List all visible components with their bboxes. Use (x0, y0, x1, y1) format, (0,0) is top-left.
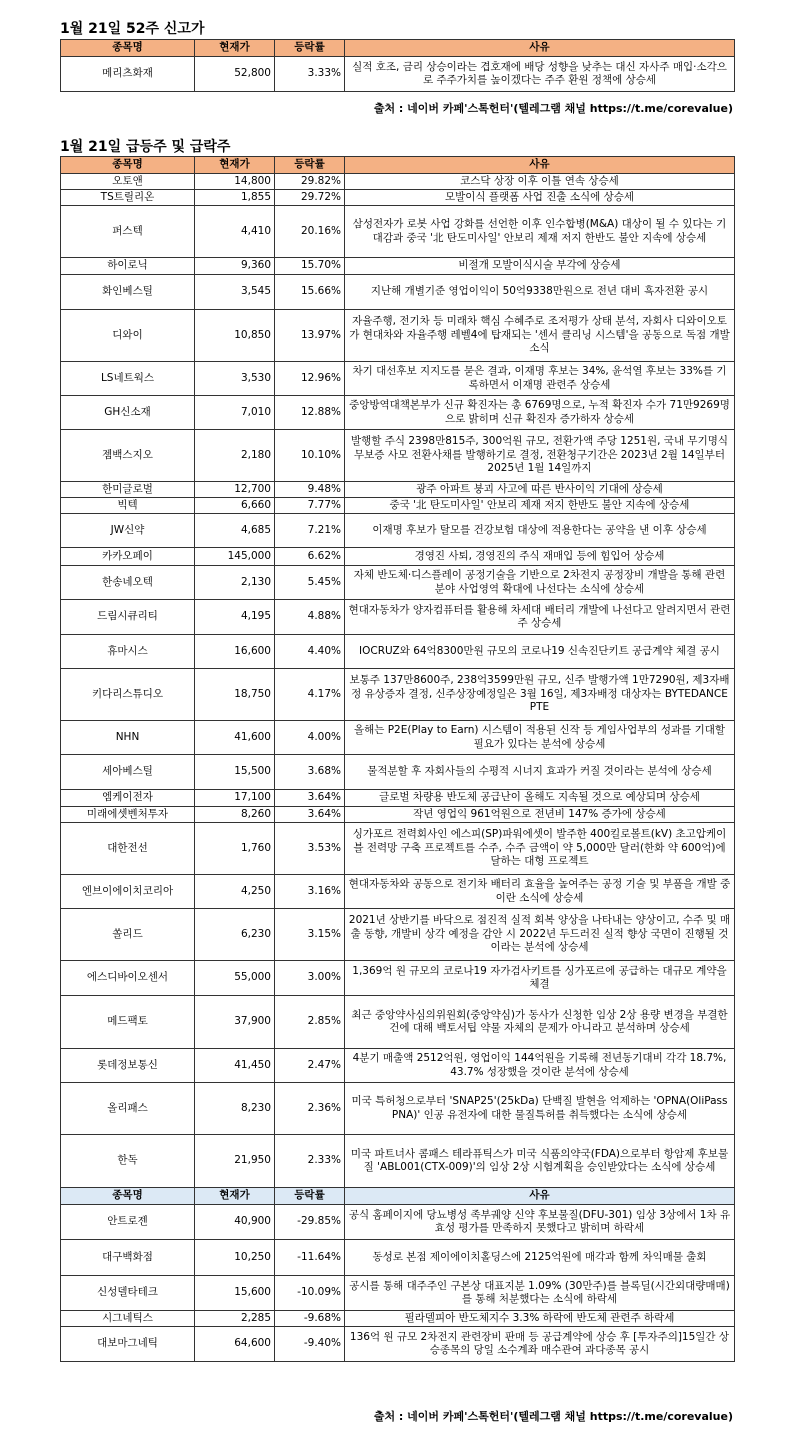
stock-price: 1,760 (195, 823, 275, 875)
header-price: 현재가 (195, 1188, 275, 1205)
stock-reason: 4분기 매출액 2512억원, 영업이익 144억원을 기록해 전년동기대비 각각 18.7%, 43.7% 성장했을 것이란 분석에 상승세 (345, 1049, 735, 1083)
stock-name: GH신소재 (61, 396, 195, 430)
table-row (61, 174, 735, 190)
stock-reason: 올해는 P2E(Play to Earn) 시스템이 적용된 신작 등 게임사업부의 성과를 기대할 필요가 있다는 분석에 상승세 (345, 721, 735, 755)
stock-reason: 미국 특허청으로부터 'SNAP25'(25kDa) 단백질 발현을 억제하는 'OPNA(OliPass PNA)' 인공 유전자에 대한 물질특허를 취득했다는 소식에 상승세 (345, 1083, 735, 1135)
stock-price: 10,250 (195, 1240, 275, 1276)
stock-price: 8,230 (195, 1083, 275, 1135)
table-row (61, 1240, 735, 1276)
stock-reason: 지난해 개별기준 영업이익이 50억9338만원으로 전년 대비 흑자전환 공시 (345, 275, 735, 310)
stock-rate: 3.64% (275, 807, 345, 823)
stock-name: 카카오페이 (61, 548, 195, 566)
table-row (61, 275, 735, 310)
stock-name: 빅텍 (61, 498, 195, 514)
stock-name: 퍼스텍 (61, 206, 195, 258)
stock-reason: 비절개 모발이식시술 부각에 상승세 (345, 258, 735, 275)
stock-rate: 4.40% (275, 635, 345, 669)
table-row (61, 514, 735, 548)
stock-name: 롯데정보통신 (61, 1049, 195, 1083)
table-row (61, 721, 735, 755)
table-row (61, 875, 735, 909)
stock-name: 안트로젠 (61, 1205, 195, 1240)
stock-price: 37,900 (195, 996, 275, 1049)
stock-name: 휴마시스 (61, 635, 195, 669)
stock-reason: 글로벌 차량용 반도체 공급난이 올해도 지속될 것으로 예상되며 상승세 (345, 790, 735, 807)
stock-reason: 현대자동차가 양자컴퓨터를 활용해 차세대 배터리 개발에 나선다고 알려지면서 관련주 상승세 (345, 600, 735, 635)
stock-rate: 7.77% (275, 498, 345, 514)
table-row (61, 498, 735, 514)
stock-price: 4,250 (195, 875, 275, 909)
stock-reason: 이재명 후보가 탈모를 건강보험 대상에 적용한다는 공약을 낸 이후 상승세 (345, 514, 735, 548)
stock-rate: 3.53% (275, 823, 345, 875)
table-row (61, 190, 735, 206)
stock-reason: 136억 원 규모 2차전지 관련장비 판매 등 공급계약에 상승 후 [투자주의]15일간 상승종목의 당일 소수계좌 매수관여 과다종목 공시 (345, 1327, 735, 1362)
table-row (61, 600, 735, 635)
stock-name: LS네트웍스 (61, 362, 195, 396)
stock-reason: 싱가포르 전력회사인 에스피(SP)파워에셋이 발주한 400킬로볼트(kV) 초고압케이블 전력망 구축 프로젝트를 수주, 수주 금액이 약 5,000만 달러(한화 약 600억)에 달하는 대형 프로젝트 (345, 823, 735, 875)
stock-rate: 15.70% (275, 258, 345, 275)
stock-name: 한독 (61, 1135, 195, 1188)
stock-reason: 보통주 137만8600주, 238억3599만원 규모, 신주 발행가액 1만7290원, 제3자배정 유상증자 결정, 신주상장예정일은 3월 16일, 제3자배정 대상자는 BYTEDANCE PTE (345, 669, 735, 721)
stock-rate: -9.40% (275, 1327, 345, 1362)
table-row (61, 57, 735, 92)
header-name: 종목명 (61, 1188, 195, 1205)
stock-name: 디와이 (61, 310, 195, 362)
header-reason: 사유 (345, 40, 735, 57)
stock-name: 메드팩토 (61, 996, 195, 1049)
stock-reason: 최근 중앙약사심의위원회(중앙약심)가 동사가 신청한 임상 2상 용량 변경을 부결한 건에 대해 백토서팁 약물 자체의 문제가 아니라고 분석하며 상승세 (345, 996, 735, 1049)
table-row (61, 961, 735, 996)
stock-rate: 7.21% (275, 514, 345, 548)
stock-price: 6,660 (195, 498, 275, 514)
movers-table (60, 156, 735, 1362)
table-row (61, 807, 735, 823)
stock-reason: 1,369억 원 규모의 코로나19 자가검사키트를 싱가포르에 공급하는 대규모 계약을 체결 (345, 961, 735, 996)
header-reason: 사유 (345, 1188, 735, 1205)
stock-name: 메리츠화재 (61, 57, 195, 92)
stock-price: 15,600 (195, 1276, 275, 1311)
stock-rate: 3.16% (275, 875, 345, 909)
stock-rate: 2.33% (275, 1135, 345, 1188)
stock-price: 17,100 (195, 790, 275, 807)
stock-name: 세아베스틸 (61, 755, 195, 790)
stock-name: 에스디바이오센서 (61, 961, 195, 996)
stock-rate: 3.00% (275, 961, 345, 996)
stock-rate: 2.36% (275, 1083, 345, 1135)
stock-reason: 자율주행, 전기차 등 미래차 핵심 수혜주로 조저평가 상태 분석, 자회사 디와이오토가 현대차와 자율주행 레벨4에 탑재되는 '센서 클리닝 시스템'을 공동으로 독점 개발 소식 (345, 310, 735, 362)
stock-rate: 13.97% (275, 310, 345, 362)
stock-rate: 12.96% (275, 362, 345, 396)
table-row (61, 669, 735, 721)
stock-reason: 현대자동차와 공동으로 전기차 배터리 효율을 높여주는 공정 기술 및 부품을 개발 중이란 소식에 상승세 (345, 875, 735, 909)
source-note: 출처 : 네이버 카페'스톡헌터'(텔레그램 채널 https://t.me/corevalue) (373, 102, 733, 115)
header-rate: 등락률 (275, 1188, 345, 1205)
stock-name: 미래에셋벤처투자 (61, 807, 195, 823)
stock-name: 쏠리드 (61, 909, 195, 961)
stock-rate: -9.68% (275, 1311, 345, 1327)
table-row (61, 1311, 735, 1327)
header-rate: 등락률 (275, 40, 345, 57)
stock-name: 엠케이전자 (61, 790, 195, 807)
table-row (61, 310, 735, 362)
stock-rate: 20.16% (275, 206, 345, 258)
stock-rate: 10.10% (275, 430, 345, 482)
stock-reason: 작년 영업익 961억원으로 전년비 147% 증가에 상승세 (345, 807, 735, 823)
stock-reason: IOCRUZ와 64억8300만원 규모의 코로나19 신속진단키트 공급계약 체결 공시 (345, 635, 735, 669)
stock-name: 엔브이에이치코리아 (61, 875, 195, 909)
stock-name: 신성델타테크 (61, 1276, 195, 1311)
stock-price: 64,600 (195, 1327, 275, 1362)
stock-reason: 2021년 상반기를 바닥으로 점진적 실적 회복 양상을 나타내는 양상이고, 수주 및 매출 동향, 개발비 상각 예정을 감안 시 2022년 두드러진 실적 향상 국면이 진행될 것이라는 분석에 상승세 (345, 909, 735, 961)
stock-price: 6,230 (195, 909, 275, 961)
stock-name: 대한전선 (61, 823, 195, 875)
table-row (61, 755, 735, 790)
stock-rate: 15.66% (275, 275, 345, 310)
stock-rate: 3.15% (275, 909, 345, 961)
stock-reason: 동성로 본점 제이에이치홀딩스에 2125억원에 매각과 함께 차익매물 출회 (345, 1240, 735, 1276)
table-row (61, 1327, 735, 1362)
stock-price: 55,000 (195, 961, 275, 996)
stock-name: 시그네틱스 (61, 1311, 195, 1327)
stock-name: JW신약 (61, 514, 195, 548)
stock-name: 한송네오텍 (61, 566, 195, 600)
table-row (61, 823, 735, 875)
table-row (61, 1049, 735, 1083)
stock-price: 2,130 (195, 566, 275, 600)
stock-name: NHN (61, 721, 195, 755)
stock-reason: 물적분할 후 자회사들의 수평적 시너지 효과가 커질 것이라는 분석에 상승세 (345, 755, 735, 790)
new-high-table (60, 39, 735, 92)
stock-price: 41,600 (195, 721, 275, 755)
stock-price: 2,285 (195, 1311, 275, 1327)
stock-reason: 광주 아파트 붕괴 사고에 따른 반사이익 기대에 상승세 (345, 482, 735, 498)
stock-rate: 6.62% (275, 548, 345, 566)
table-row (61, 206, 735, 258)
stock-rate: 4.88% (275, 600, 345, 635)
stock-price: 18,750 (195, 669, 275, 721)
header-reason: 사유 (345, 157, 735, 174)
stock-rate: 3.33% (275, 57, 345, 92)
table-row (61, 996, 735, 1049)
table-row (61, 548, 735, 566)
stock-name: 한미글로벌 (61, 482, 195, 498)
fall-header (61, 1188, 735, 1205)
stock-price: 3,530 (195, 362, 275, 396)
movers-title: 1월 21일 급등주 및 급락주 (60, 139, 231, 155)
rise-rows (61, 174, 735, 1188)
stock-reason: 차기 대선후보 지지도를 묻은 결과, 이재명 후보는 34%, 윤석열 후보는 33%를 기록하면서 이재명 관련주 상승세 (345, 362, 735, 396)
stock-reason: 발행할 주식 2398만815주, 300억원 규모, 전환가액 주당 1251원, 국내 무기명식 무보증 사모 전환사채를 발행하기로 결정, 전환청구기간은 2023년 2월 14일부터 2025년 1월 14일까지 (345, 430, 735, 482)
table-row (61, 362, 735, 396)
stock-reason: 코스닥 상장 이후 이틀 연속 상승세 (345, 174, 735, 190)
new-high-title: 1월 21일 52주 신고가 (60, 21, 205, 37)
stock-price: 4,410 (195, 206, 275, 258)
stock-reason: 필라델피아 반도체지수 3.3% 하락에 반도체 관련주 하락세 (345, 1311, 735, 1327)
stock-price: 10,850 (195, 310, 275, 362)
stock-price: 7,010 (195, 396, 275, 430)
stock-rate: 29.82% (275, 174, 345, 190)
stock-name: 화인베스틸 (61, 275, 195, 310)
stock-name: 키다리스튜디오 (61, 669, 195, 721)
stock-price: 8,260 (195, 807, 275, 823)
stock-price: 4,195 (195, 600, 275, 635)
stock-price: 14,800 (195, 174, 275, 190)
stock-price: 12,700 (195, 482, 275, 498)
stock-price: 40,900 (195, 1205, 275, 1240)
stock-name: 오토앤 (61, 174, 195, 190)
stock-reason: 공식 홈페이지에 당뇨병성 족부궤양 신약 후보물질(DFU-301) 임상 3상에서 1차 유효성 평가를 만족하지 못했다고 밝히며 하락세 (345, 1205, 735, 1240)
stock-reason: 자체 반도체·디스플레이 공정기술을 기반으로 2차전지 공정장비 개발을 통해 관련 분야 사업영역 확대에 나선다는 소식에 상승세 (345, 566, 735, 600)
table-row (61, 396, 735, 430)
table-row (61, 566, 735, 600)
stock-rate: 4.17% (275, 669, 345, 721)
stock-reason: 삼성전자가 로봇 사업 강화를 선언한 이후 인수합병(M&A) 대상이 될 수 있다는 기대감과 중국 '北 탄도미사일' 안보리 제재 저지 한반도 불안 지속에 상승세 (345, 206, 735, 258)
header-price: 현재가 (195, 40, 275, 57)
stock-name: TS트릴리온 (61, 190, 195, 206)
stock-name: 올리패스 (61, 1083, 195, 1135)
stock-rate: 3.64% (275, 790, 345, 807)
stock-reason: 중국 '北 탄도미사일' 안보리 제재 저지 한반도 불안 지속에 상승세 (345, 498, 735, 514)
stock-reason: 실적 호조, 금리 상승이라는 겹호재에 배당 성향을 낮추는 대신 자사주 매입·소각으로 주주가치를 높이겠다는 주주 환원 정책에 상승세 (345, 57, 735, 92)
stock-name: 하이로닉 (61, 258, 195, 275)
stock-price: 9,360 (195, 258, 275, 275)
stock-price: 16,600 (195, 635, 275, 669)
stock-price: 1,855 (195, 190, 275, 206)
stock-rate: 2.47% (275, 1049, 345, 1083)
table-row (61, 1205, 735, 1240)
table-row (61, 790, 735, 807)
stock-rate: 3.68% (275, 755, 345, 790)
table-row (61, 482, 735, 498)
table-row (61, 635, 735, 669)
stock-name: 젬백스지오 (61, 430, 195, 482)
stock-price: 145,000 (195, 548, 275, 566)
stock-price: 2,180 (195, 430, 275, 482)
table-row (61, 1135, 735, 1188)
stock-reason: 중앙방역대책본부가 신규 확진자는 총 6769명으로, 누적 확진자 수가 71만9269명으로 밝히며 신규 확진자 증가하자 상승세 (345, 396, 735, 430)
stock-price: 41,450 (195, 1049, 275, 1083)
stock-rate: -10.09% (275, 1276, 345, 1311)
table-row (61, 909, 735, 961)
table-row (61, 1276, 735, 1311)
stock-name: 대보마그네틱 (61, 1327, 195, 1362)
stock-rate: 5.45% (275, 566, 345, 600)
header-rate: 등락률 (275, 157, 345, 174)
stock-rate: 12.88% (275, 396, 345, 430)
table-row (61, 430, 735, 482)
stock-reason: 공시를 통해 대주주인 구본상 대표지분 1.09% (30만주)를 블록딜(시간외대량매매)를 통해 처분했다는 소식에 하락세 (345, 1276, 735, 1311)
stock-rate: 9.48% (275, 482, 345, 498)
stock-name: 드림시큐리티 (61, 600, 195, 635)
stock-reason: 미국 파트너사 콤패스 테라퓨틱스가 미국 식품의약국(FDA)으로부터 항암제 후보물질 'ABL001(CTX-009)'의 임상 2상 시험계획을 승인받았다는 소식에 상승세 (345, 1135, 735, 1188)
header-name: 종목명 (61, 40, 195, 57)
stock-reason: 경영진 사퇴, 경영진의 주식 재매입 등에 힘입어 상승세 (345, 548, 735, 566)
stock-name: 대구백화점 (61, 1240, 195, 1276)
header-price: 현재가 (195, 157, 275, 174)
stock-price: 21,950 (195, 1135, 275, 1188)
stock-reason: 모발이식 플랫폼 사업 진출 소식에 상승세 (345, 190, 735, 206)
stock-rate: -29.85% (275, 1205, 345, 1240)
stock-rate: 2.85% (275, 996, 345, 1049)
stock-rate: -11.64% (275, 1240, 345, 1276)
stock-price: 4,685 (195, 514, 275, 548)
table-row (61, 1083, 735, 1135)
source-note: 출처 : 네이버 카페'스톡헌터'(텔레그램 채널 https://t.me/corevalue) (373, 1410, 733, 1423)
table-row (61, 258, 735, 275)
stock-price: 52,800 (195, 57, 275, 92)
header-name: 종목명 (61, 157, 195, 174)
stock-price: 15,500 (195, 755, 275, 790)
stock-price: 3,545 (195, 275, 275, 310)
stock-rate: 29.72% (275, 190, 345, 206)
stock-rate: 4.00% (275, 721, 345, 755)
fall-rows (61, 1205, 735, 1362)
